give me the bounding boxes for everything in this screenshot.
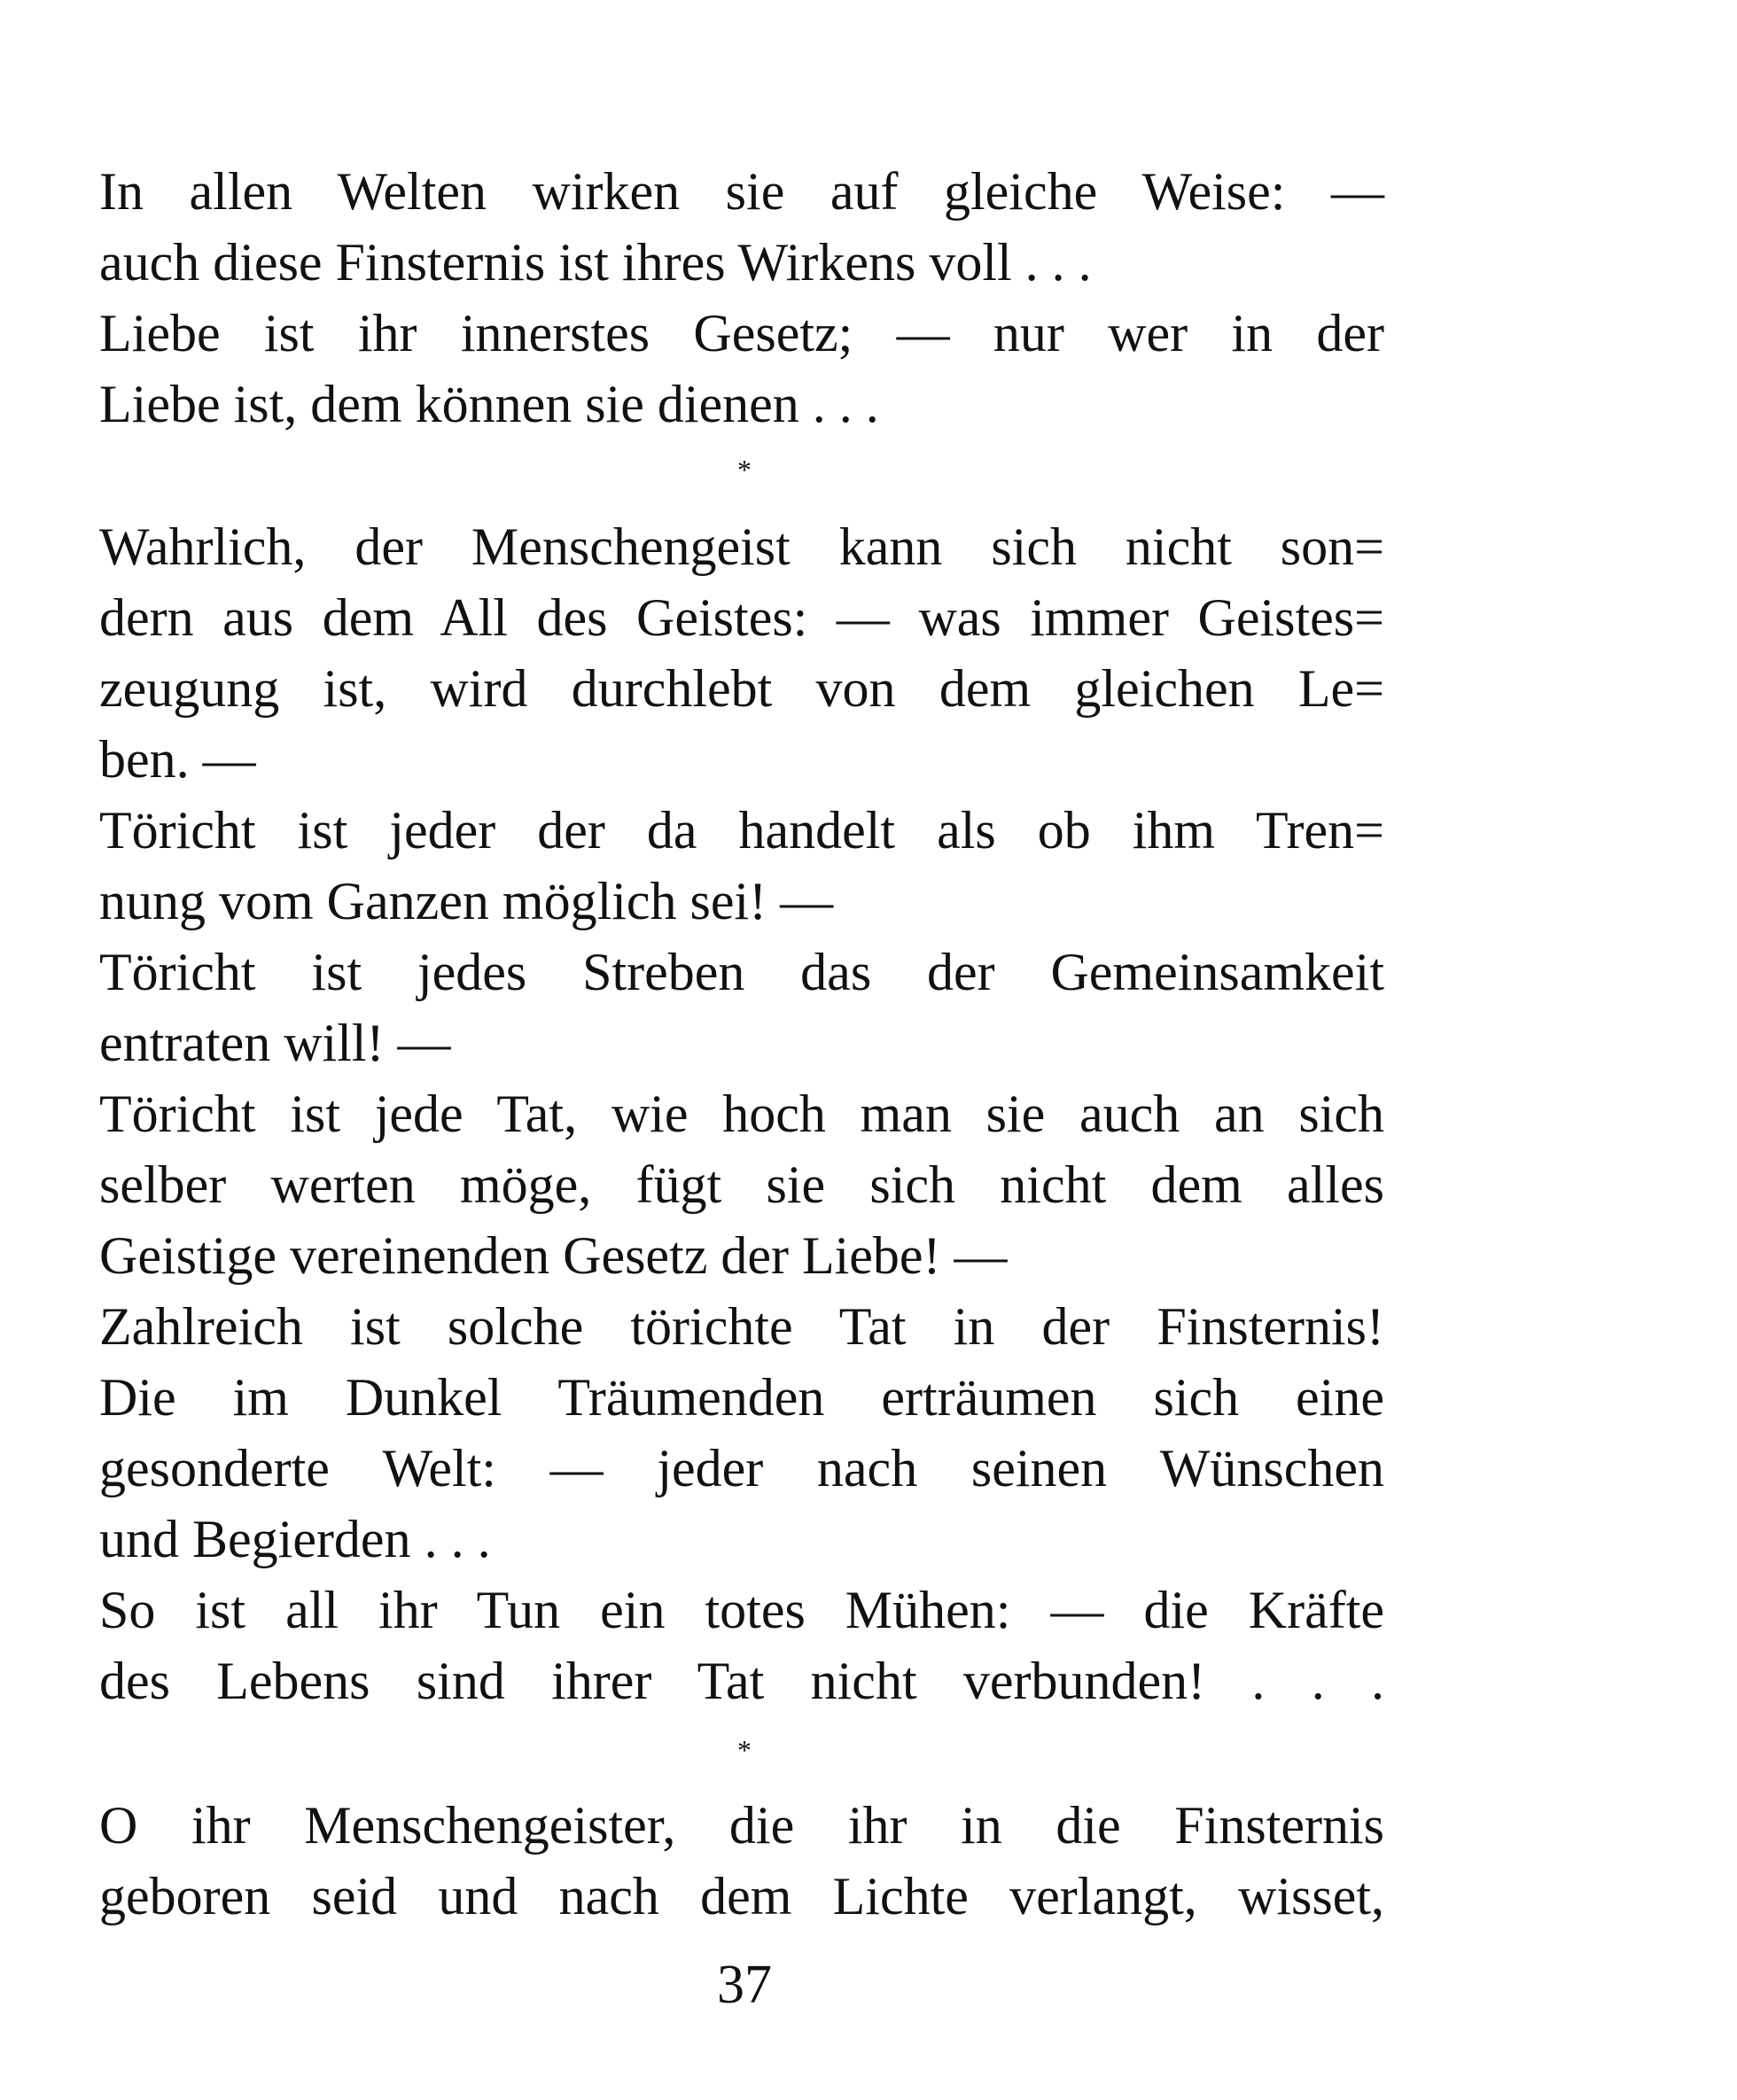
text-line: zeugung ist, wird durchlebt von dem gleichen Le= xyxy=(99,659,1384,718)
text-line: und Begierden . . . xyxy=(99,1510,491,1568)
text-line: auch diese Finsternis ist ihres Wirkens voll . . . xyxy=(99,233,1092,292)
text-line: Liebe ist ihr innerstes Gesetz; — nur wer in der xyxy=(99,304,1384,362)
text-line: gesonderte Welt: — jeder nach seinen Wünschen xyxy=(99,1439,1384,1497)
text-line: entraten will! — xyxy=(99,1014,451,1072)
text-line: Wahrlich, der Menschengeist kann sich nicht son= xyxy=(99,517,1384,576)
text-line: dern aus dem All des Geistes: — was immer Geistes= xyxy=(99,588,1384,647)
text-line: des Lebens sind ihrer Tat nicht verbunden! . . . xyxy=(99,1652,1384,1710)
text-line: geboren seid und nach dem Lichte verlangt, wisset, xyxy=(99,1867,1384,1925)
section-separator-star: * xyxy=(737,454,752,486)
text-line: In allen Welten wirken sie auf gleiche Weise: — xyxy=(99,162,1384,221)
text-line: So ist all ihr Tun ein totes Mühen: — die Kräfte xyxy=(99,1581,1384,1639)
text-line: Töricht ist jede Tat, wie hoch man sie auch an sich xyxy=(99,1085,1384,1143)
text-line: ben. — xyxy=(99,730,256,789)
text-line: Töricht ist jeder der da handelt als ob ihm Tren= xyxy=(99,801,1384,859)
text-line: Zahlreich ist solche törichte Tat in der Finsternis! xyxy=(99,1297,1384,1356)
text-line: selber werten möge, fügt sie sich nicht dem alles xyxy=(99,1155,1384,1214)
text-line: O ihr Menschengeister, die ihr in die Finsternis xyxy=(99,1796,1384,1855)
page-number: 37 xyxy=(717,1955,772,2015)
text-line: Töricht ist jedes Streben das der Gemeinsamkeit xyxy=(99,943,1384,1001)
text-line: Geistige vereinenden Gesetz der Liebe! — xyxy=(99,1226,1008,1285)
text-line: nung vom Ganzen möglich sei! — xyxy=(99,872,834,930)
text-line: Liebe ist, dem können sie dienen . . . xyxy=(99,375,879,433)
text-line: Die im Dunkel Träumenden erträumen sich eine xyxy=(99,1368,1384,1427)
section-separator-star: * xyxy=(737,1734,752,1766)
